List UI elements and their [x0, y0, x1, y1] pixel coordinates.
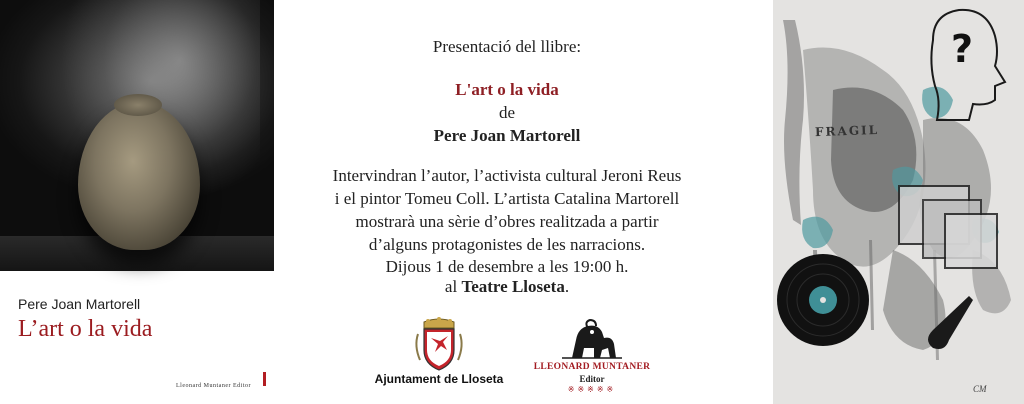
muntaner-editor: Editor — [579, 374, 605, 384]
artist-signature: CM — [973, 384, 987, 394]
invitation-de: de — [498, 103, 516, 122]
venue-suffix: . — [564, 277, 570, 296]
question-mark-icon: ? — [951, 27, 974, 71]
invitation-book-title: L'art o la vida — [455, 80, 559, 99]
cover-publisher: Lleonard Muntaner Editor — [176, 383, 251, 389]
invitation-venue-line — [274, 277, 740, 297]
cover-stone-top — [114, 94, 162, 116]
ajuntament-label: Ajuntament de Lloseta — [374, 372, 504, 386]
muntaner-logo — [532, 318, 652, 398]
invitation-body-line: i el pintor Tomeu Coll. L’artista Catalina Martorell — [334, 189, 680, 208]
lion-emblem-icon — [532, 318, 652, 362]
cover-author: Pere Joan Martorell — [18, 296, 141, 312]
invitation-author: Pere Joan Martorell — [433, 126, 581, 145]
invitation-body-line: d’alguns protagonistes de les narracions. — [368, 235, 646, 254]
invitation-date: Dijous 1 de desembre a les 19:00 h. — [385, 257, 629, 276]
muntaner-ornament: ※※※※※ — [567, 385, 617, 394]
book-cover — [0, 0, 274, 404]
fragil-label: FRAGIL — [814, 122, 880, 140]
invitation-panel — [274, 0, 740, 404]
venue-name: Teatre Lloseta — [461, 277, 565, 296]
venue-prefix: al — [444, 277, 458, 296]
coat-of-arms-icon — [364, 316, 514, 372]
ink-painting-icon — [773, 0, 1024, 404]
invitation-body-line: Intervindran l’autor, l’activista cultural Jeroni Reus — [332, 166, 682, 185]
publisher-mark — [263, 372, 266, 386]
invitation-body-line: mostrarà una sèrie d’obres realitzada a partir — [355, 212, 659, 231]
ajuntament-logo — [364, 316, 514, 396]
cover-photo — [0, 0, 274, 271]
artwork-painting — [773, 0, 1024, 404]
cover-title: L’art o la vida — [18, 316, 153, 342]
invitation-intro: Presentació del llibre: — [432, 37, 582, 56]
muntaner-name: LLEONARD MUNTANER — [533, 362, 651, 372]
